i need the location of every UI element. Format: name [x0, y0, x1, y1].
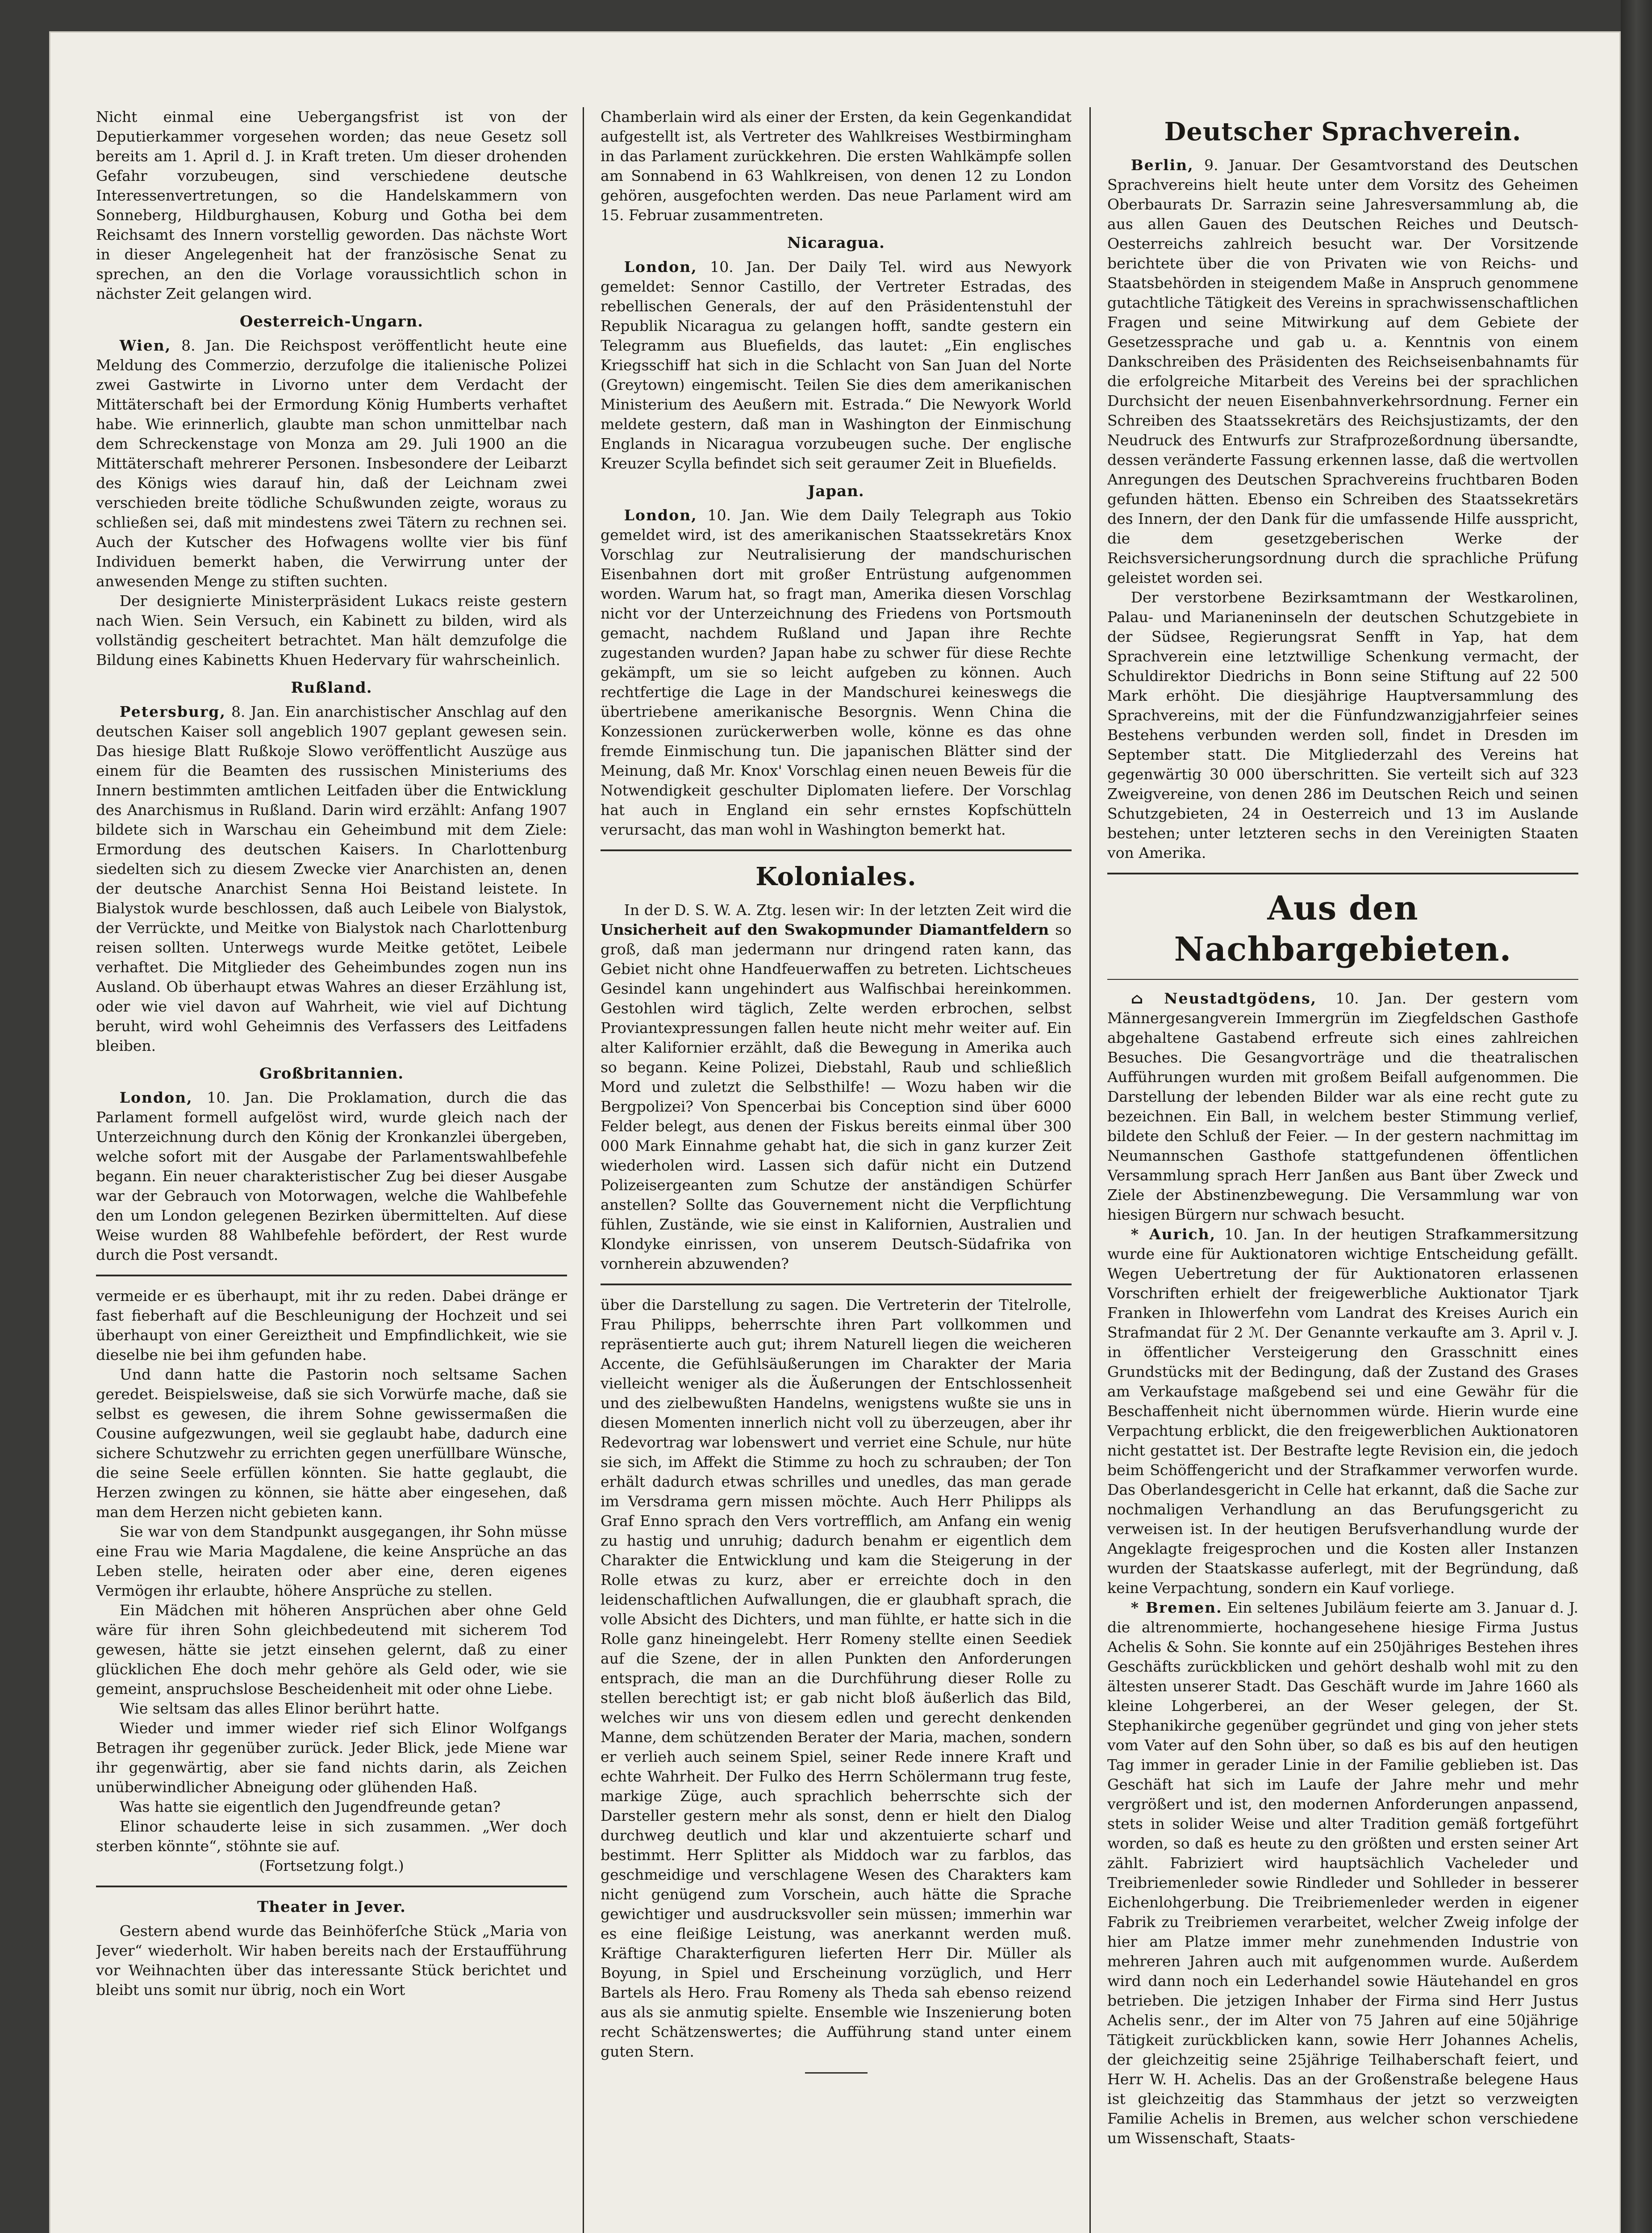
- article-text: * Bremen. Ein seltenes Jubiläum feierte am 3. Januar d. J. die altrenommierte, hochangesehene hiesige Firma Justus Achelis & Sohn. Sie konnte auf ein 250jähriges Bestehen ihres Geschäfts zurückblicken und gehört deshalb wohl mit zu den ältesten unserer Stadt. Das Geschäft wurde im Jahre 1660 als kleine Lohgerberei, an der Weser gelegen, der St. Stephanikirche gegenüber gegründet und ging von jeher stets vom Vater auf den Sohn über, so daß es bis auf den heutigen Tag immer in gerader Linie in der Familie geblieben ist. Das Geschäft hat sich im Laufe der Jahre mehr und mehr vergrößert und ist, den modernen Anforderungen anpassend, stets in solider Weise und alter Tradition gemäß fortgeführt worden, so daß es heute zu den größten und ersten seiner Art zählt. Fabriziert wird hauptsächlich Vacheleder und Treibriemenleder sowie Rindleder und Sohlleder in besserer Eichenlohgerbung. Die Treibriemenleder werden in eigener Fabrik zu Treibriemen verarbeitet, welcher Zweig infolge der hier am Platze immer mehr zunehmenden Industrie von mehreren Jahren auch mit aufgenommen wurde. Außerdem wird dann noch ein Lederhandel sowie Häutehandel en gros betrieben. Die jetzigen Inhaber der Firma sind Herr Justus Achelis senr., der im Alter von 75 Jahren auf eine 50jährige Tätigkeit zurückblicken kann, sowie Herr Johannes Achelis, der gleichzeitig seine 25jährige Teilhaberschaft feiert, und Herr W. H. Achelis. Das an der Großenstraße belegene Haus ist gleichzeitig das Stammhaus der jetzt so verzweigten Familie Achelis in Bremen, aus welcher schon verschiedene um Wissenschaft, Staats-: [1107, 1599, 1578, 2147]
- article-text: Gestern abend wurde das Beinhöferſche Stück „Maria von Jever“ wiederholt. Wir haben bereits nach der Erstaufführung vor Weihnachten über das interessante Stück berichtet und bleibt uns somit nur übrig, noch ein Wort: [96, 1922, 567, 1999]
- section-divider: [96, 1886, 567, 1887]
- end-rule: [805, 2072, 868, 2074]
- column-left: [96, 107, 567, 2233]
- column-rule: [583, 107, 584, 2233]
- article-text: Der designierte Ministerpräsident Lukacs reiste gestern nach Wien. Sein Versuch, ein Kabinett zu bilden, wird als vollständig gescheitert betrachtet. Man hält demzufolge die Bildung eines Kabinetts Khuen Hedervary für wahrscheinlich.: [96, 592, 567, 669]
- article-text: über die Darstellung zu sagen. Die Vertreterin der Titelrolle, Frau Philipps, beherrschte ihren Part vollkommen und repräsentierte auch gut; ihrem Naturell liegen die weicheren Accente, die Gefühlsäußerungen im Charakter der Maria vielleicht weniger als die Äußerungen der Entschlossenheit und des zielbewußten Handelns, wenigstens wußte sie uns in diesen Momenten innerlich nicht voll zu überzeugen, aber ihr Redevortrag war lobenswert und verriet eine Schule, nur hüte sie sich, im Affekt die Stimme zu hoch zu schrauben; der Ton erhält dadurch etwas schrilles und unedles, das man gerade im Versdrama gern missen möchte. Auch Herr Philipps als Graf Enno sprach den Vers vortrefflich, am Anfang ein wenig zu hastig und unruhig; dadurch benahm er eigentlich dem Charakter die Entwicklung und kam die Steigerung in der Rolle etwas zu kurz, aber er erreichte doch in den leidenschaftlichen Aufwallungen, die er glaubhaft sprach, die volle Absicht des Dichters, und man fühlte, er hatte sich in die Rolle ganz hineingelebt. Herr Romeny stellte einen Seediek auf die Szene, der in allen Punkten den Anforderungen entsprach, die man an die Durchführung dieser Rolle zu stellen berechtigt ist; er gab nicht bloß äußerlich das Bild, welches wir uns von diesem edlen und gerecht denkenden Manne, dem schützenden Berater der Maria, machen, sondern er verlieh auch seinem Spiel, seiner Rede innere Kraft und echte Wahrheit. Der Fulko des Herrn Schölermann trug feste, markige Züge, auch sprachlich beherrschte sich der Darsteller gestern mehr als sonst, denn er hielt den Dialog durchweg deutlich und klar und akzentuierte scharf und bestimmt. Herr Splitter als Middoch war zu farblos, das geschmeidige und verschlagene Wesen des Charakters kam nicht genügend zum Vorschein, auch hätte die Sprache gewichtiger und ausdrucksvoller sein müssen; immerhin war es eine fleißige Leistung, was anerkannt werden muß. Kräftige Charakterfiguren lieferten Herr Dir. Müller als Boyung, in Spiel und Erscheinung vorzüglich, und Herr Bartels als Hero. Frau Romeny als Theda sah ebenso reizend aus als sie anmutig spielte. Ensemble wie Inszenierung boten recht Schätzenswertes; die Aufführung stand unter einem guten Stern.: [601, 1296, 1072, 2060]
- article-text: Berlin, 9. Januar. Der Gesamtvorstand des Deutschen Sprachvereins hielt heute unter dem Vorsitz des Geheimen Oberbaurats Dr. Sarrazin seine Jahresversammlung ab, die aus allen Gauen des Deutschen Reiches und Deutsch-Oesterreichs zahlreich besucht war. Der Vorsitzende berichtete über die von Privaten wie von Reichs- und Staatsbehörden in steigendem Maße in Anspruch genommene gutachtliche Tätigkeit des Vereins in sprachwissenschaftlichen Fragen und seine Mitwirkung auf dem Gebiete der Gesetzessprache und gab u. a. Kenntnis von einem Dankschreiben des Präsidenten des Reichseisenbahnamts für die erfolgreiche Mitarbeit des Vereins bei der sprachlichen Durchsicht der neuen Eisenbahnverkehrsordnung. Ferner ein Schreiben des Staatssekretärs des Reichsjustizamts, der den Neudruck des Entwurfs zur Strafprozeßordnung übersandte, dessen veränderte Fassung erkennen lasse, daß die wertvollen Anregungen des Deutschen Sprachvereins fruchtbaren Boden gefunden hätten. Ebenso ein Schreiben des Staatssekretärs des Innern, der den Dank für die umfassende Hilfe ausspricht, die dem gesetzgeberischen Werke der Reichsversicherungsordnung durch die sprachliche Prüfung geleistet worden sei.: [1107, 156, 1578, 586]
- continuation-note: (Fortsetzung folgt.): [259, 1857, 404, 1874]
- article-text: Nicht einmal eine Uebergangsfrist ist von der Deputierkammer vorgesehen worden; das neue Gesetz soll bereits am 1. April d. J. in Kraft treten. Um dieser drohenden Gefahr vorzubeugen, sind verschiedene deutsche Interessenvertretungen, so die Handelskammern von Sonneberg, Hildburghausen, Koburg und Gotha bei dem Reichsamt des Innern vorstellig geworden. Das nächste Wort in dieser Angelegenheit hat der französische Senat zu sprechen, an den die Vorlage voraussichtlich schon in nächster Zeit gelangen wird.: [96, 108, 567, 302]
- section-heading: Nicaragua.: [787, 234, 885, 252]
- article-text: Wien, 8. Jan. Die Reichspost veröffentlicht heute eine Meldung des Commerzio, derzufolge die italienische Polizei zwei Gastwirte in Livorno unter dem Verdacht der Mittäterschaft bei der Ermordung König Humberts verhaftet habe. Wie erinnerlich, glaubte man schon unmittelbar nach dem Schreckenstage von Monza am 29. Juli 1900 an die Mittäterschaft mehrerer Personen. Insbesondere der Leibarzt des Königs wies darauf hin, daß der Leichnam zwei verschieden breite tödliche Schußwunden zeigte, woraus zu schließen sei, daß mit mindestens zwei Tätern zu rechnen sei. Auch der Kutscher des Hofwagens wollte vier bis fünf Individuen bemerkt haben, die Verwirrung unter der anwesenden Menge zu stiften suchten.: [96, 337, 567, 590]
- book-binding-edge: [1621, 0, 1652, 2233]
- section-heading: Oesterreich-Ungarn.: [239, 313, 424, 330]
- newspaper-page: [96, 107, 1578, 2233]
- section-divider: [1107, 979, 1578, 980]
- column-rule: [1089, 107, 1091, 2233]
- article-text: London, 10. Jan. Die Proklamation, durch die das Parlament formell aufgelöst wird, wurde gleich nach der Unterzeichnung durch den König der Kronkanzlei übergeben, welche sofort mit der Ausgabe der Parlamentswahlbefehle begann. Ein neuer charakteristischer Zug bei dieser Ausgabe war der Gebrauch von Motorwagen, welche die Wahlbefehle den um London gelegenen Bezirken übermittelten. Auf diese Weise wurden 88 Wahlbefehle befördert, der Rest wurde durch die Post versandt.: [96, 1089, 567, 1263]
- column-middle: [601, 107, 1072, 2233]
- article-text: London, 10. Jan. Der Daily Tel. wird aus Newyork gemeldet: Sennor Castillo, der Vertreter Estradas, des rebellischen Generals, der auf den Präsidentenstuhl der Republik Nicaragua zu gelangen hofft, sandte gestern ein Telegramm aus Bluefields, das lautet: „Ein englisches Kriegsschiff hat sich in die Schlacht von San Juan del Norte (Greytown) eingemischt. Teilen Sie dies dem amerikanischen Ministerium des Aeußern mit. Estrada.“ Die Newyork World meldete gestern, daß man in Washington der Einmischung Englands in Nicaragua vorzubeugen suche. Der englische Kreuzer Scylla befindet sich seit geraumer Zeit in Bluefields.: [601, 258, 1072, 472]
- article-text: ⌂ Neustadtgödens, 10. Jan. Der gestern vom Männergesangverein Immergrün im Ziegfeldschen Gasthofe abgehaltene Gastabend erfreute sich eines zahlreichen Besuches. Die Gesangvorträge und die theatralischen Aufführungen wurden mit großem Beifall aufgenommen. Die Darstellung der lebenden Bilder war als eine recht gute zu bezeichnen. Ein Ball, in welchem bester Stimmung verlief, bildete den Schluß der Feier. — In der gestern nachmittag im Neumannschen Gasthofe stattgefundenen öffentlichen Versammlung sprach Herr Janßen aus Bant über Zweck und Ziele der Abstinenzbewegung. Die Versammlung war von hiesigen Bürgern nur schwach besucht.: [1107, 990, 1578, 1223]
- novel-text: Ein Mädchen mit höheren Ansprüchen aber ohne Geld wäre für ihren Sohn gleichbedeutend mit sicherem Tod gewesen, hätte sie jetzt einsehen gelernt, daß zu einer glücklichen Ehe doch mehr gehöre als Geld oder, wie sie gemeint, anspruchslose Bescheidenheit mit oder ohne Liebe.: [96, 1602, 567, 1698]
- section-heading: Koloniales.: [755, 862, 917, 891]
- novel-text: vermeide er es überhaupt, mit ihr zu reden. Dabei dränge er fast fieberhaft auf die Beschleunigung der Hochzeit und sei überhaupt von einer Gereiztheit und Empfindlichkeit, wie sie dieselbe nie bei ihm gefunden habe.: [96, 1287, 567, 1363]
- novel-text: Und dann hatte die Pastorin noch seltsame Sachen geredet. Beispielsweise, daß sie sich Vorwürfe mache, daß sie selbst es gewesen, die ihrem Sohne gewissermaßen die Cousine aufgezwungen, weil sie geglaubt habe, dadurch eine sichere Schutzwehr zu errichten gegen unerfüllbare Wünsche, die seine Seele erfüllen könnten. Sie hatte geglaubt, die Herzen zwingen zu können, sie hätte aber eingesehen, daß man dem Herzen nicht gebieten kann.: [96, 1366, 567, 1521]
- novel-text: Elinor schauderte leise in sich zusammen. „Wer doch sterben könnte“, stöhnte sie auf.: [96, 1818, 567, 1855]
- article-text: Der verstorbene Bezirksamtmann der Westkarolinen, Palau- und Marianeninseln der deutschen Schutzgebiete in der Südsee, Regierungsrat Senfft in Yap, hat dem Sprachverein eine letztwillige Schenkung vermacht, der Schuldirektor Diedrichs in Bonn seine Stiftung auf 22 500 Mark erhöht. Die diesjährige Hauptversammlung des Sprachvereins, mit der die Fünfundzwanzigjahrfeier seines Bestehens verbunden werden soll, findet in Dresden im September statt. Die Mitgliederzahl des Vereins hat gegenwärtig 30 000 überschritten. Sie verteilt sich auf 323 Zweigvereine, von denen 286 im Deutschen Reich und seinen Schutzgebieten, 24 in Oesterreich und 13 im Auslande bestehen; unter letzteren sechs in den Vereinigten Staaten von Amerika.: [1107, 589, 1578, 861]
- section-heading: Deutscher Sprachverein.: [1164, 117, 1522, 146]
- section-heading: Japan.: [808, 482, 864, 500]
- column-right: [1107, 107, 1578, 2233]
- article-text: London, 10. Jan. Wie dem Daily Telegraph aus Tokio gemeldet wird, ist des amerikanischen Staatssekretärs Knox Vorschlag zur Neutralisierung der mandschurischen Eisenbahnen dort mit großer Entrüstung aufgenommen worden. Warum hat, so fragt man, Amerika diesen Vorschlag nicht vor der Unterzeichnung des Friedens von Portsmouth gemacht, nachdem Rußland und Japan ihre Rechte zugestanden wurden? Japan habe zu schwer für diese Rechte gekämpft, um sie so leicht aufgeben zu können. Auch rechtfertige die Lage in der Mandschurei keineswegs die übertriebene amerikanische Besorgnis. Wenn China die Konzessionen zurückerwerben wolle, könne es das ohne fremde Einmischung tun. Die japanischen Blätter sind der Meinung, daß Mr. Knox' Vorschlag einen neuen Beweis für die Notwendigkeit geschulter Diplomaten liefere. Der Vorschlag hat auch in England ein sehr ernstes Kopfschütteln verursacht, das man wohl in Washington bemerkt hat.: [601, 506, 1072, 838]
- section-divider: [96, 1275, 567, 1276]
- section-divider: [601, 1284, 1072, 1285]
- section-heading: Großbritannien.: [259, 1065, 404, 1083]
- novel-text: Wie seltsam das alles Elinor berührt hatte.: [119, 1700, 440, 1717]
- section-heading: Rußland.: [291, 679, 372, 697]
- novel-text: Was hatte sie eigentlich den Jugendfreunde getan?: [119, 1798, 501, 1815]
- section-divider: [1107, 873, 1578, 874]
- article-text: Chamberlain wird als einer der Ersten, da kein Gegenkandidat aufgestellt ist, als Vertreter des Wahlkreises Westbirmingham in das Parlament zurückkehren. Die ersten Wahlkämpfe sollen am Sonnabend in 63 Wahlkreisen, von denen 12 zu London gehören, ausgefochten werden. Das neue Parlament wird am 15. Februar zusammentreten.: [601, 108, 1072, 224]
- novel-text: Wieder und immer wieder rief sich Elinor Wolfgangs Betragen ihr gegenüber zurück. Jeder Blick, jede Miene war ihr gegenwärtig, aber sie fand nichts darin, als Zeichen unüberwindlicher Abneigung oder glühenden Haß.: [96, 1719, 567, 1796]
- article-text: * Aurich, 10. Jan. In der heutigen Strafkammersitzung wurde eine für Auktionatoren wichtige Entscheidung gefällt. Wegen Uebertretung der für Auktionatoren erlassenen Vorschriften erhielt der freigewerbliche Auktionator Tjark Franken in Ihlowerfehn vom Landrat des Kreises Aurich ein Strafmandat für 2 ℳ. Der Genannte verkaufte am 3. April v. J. in öffentlicher Versteigerung den Grasschnitt eines Grundstücks mit der Bedingung, daß der Zustand des Grases am Verkaufstage maßgebend sei und eine Gewähr für die Beschaffenheit nicht übernommen würde. Hierin wurde eine Verpachtung erblickt, die den freigewerblichen Auktionatoren nicht gestattet ist. Der Bestrafte legte Revision ein, die jedoch beim Schöffengericht und der Strafkammer verworfen wurde. Das Oberlandesgericht in Celle hat erkannt, daß die Sache zur nochmaligen Verhandlung an das Berufungsgericht zu verweisen ist. In der heutigen Berufsverhandlung wurde der Angeklagte freigesprochen und die Kosten aller Instanzen wurden der Staatskasse auferlegt, mit der Begründung, daß keine Verpachtung, sondern ein Kauf vorliege.: [1107, 1225, 1578, 1597]
- article-text: Petersburg, 8. Jan. Ein anarchistischer Anschlag auf den deutschen Kaiser soll angeblich 1907 geplant gewesen sein. Das hiesige Blatt Rußkoje Slowo veröffentlicht Auszüge aus einem für die Beamten des russischen Ministeriums des Innern bestimmten amtlichen Leitfaden über die Entwicklung des Anarchismus in Rußland. Darin wird erzählt: Anfang 1907 bildete sich in Warschau ein Geheimbund mit dem Ziele: Ermordung des deutschen Kaisers. In Charlottenburg siedelten sich zu diesem Zwecke vier Anarchisten an, denen der deutsche Anarchist Senna Hoi Beistand leistete. In Bialystok wurde beschlossen, daß auch Leibele von Bialystok, der Verrückte, und Meitke von Bialystok nach Charlottenburg reisen sollten. Unterwegs wurde Meitke getötet, Leibele verhaftet. Die Mitglieder des Geheimbundes zogen nun ins Ausland. Ob überhaupt etwas Wahres an dieser Erzählung ist, oder wie viel davon auf Wahrheit, wie viel auf Dichtung beruht, wird wohl Geheimnis des Verfassers des Leitfadens bleiben.: [96, 703, 567, 1054]
- novel-text: Sie war von dem Standpunkt ausgegangen, ihr Sohn müsse eine Frau wie Maria Magdalene, die keine Ansprüche an das Leben stelle, heiraten oder aber eine, deren eigenes Vermögen ihr erlaubte, höhere Ansprüche zu stellen.: [96, 1523, 567, 1599]
- section-divider: [601, 849, 1072, 851]
- section-heading: Aus den Nachbargebieten.: [1174, 889, 1512, 969]
- article-text: In der D. S. W. A. Ztg. lesen wir: In der letzten Zeit wird die Unsicherheit auf den Swakopmunder Diamantfeldern so groß, daß man jedermann nur dringend raten kann, das Gebiet nicht ohne Handfeuerwaffen zu betreten. Lichtscheues Gesindel kann ungehindert aus Walfischbai hereinkommen. Gestohlen wird täglich, Zelte werden erbrochen, selbst Proviantexpressungen fallen heute nicht mehr weiter auf. Ein alter Kalifornier erzählt, daß die Bewegung in Amerika auch so begann. Keine Polizei, Diebstahl, Raub und schließlich Mord und zuletzt die Selbsthilfe! — Wozu haben wir die Bergpolizei? Von Spencerbai bis Conception sind über 6000 Felder belegt, aus denen der Fiskus bereits einmal über 300 000 Mark Einnahme gehabt hat, die sich in ganz kurzer Zeit wiederholen wird. Lassen sich dafür nicht ein Dutzend Polizeisergeanten zum Schutze der anständigen Schürfer anstellen? Sollte das Gouvernement nicht die Verpflichtung fühlen, Zustände, wie sie einst in Kalifornien, Australien und Klondyke einrissen, von unserem Deutsch-Südafrika von vornherein abzuwenden?: [601, 901, 1072, 1272]
- section-heading: Theater in Jever.: [257, 1898, 406, 1916]
